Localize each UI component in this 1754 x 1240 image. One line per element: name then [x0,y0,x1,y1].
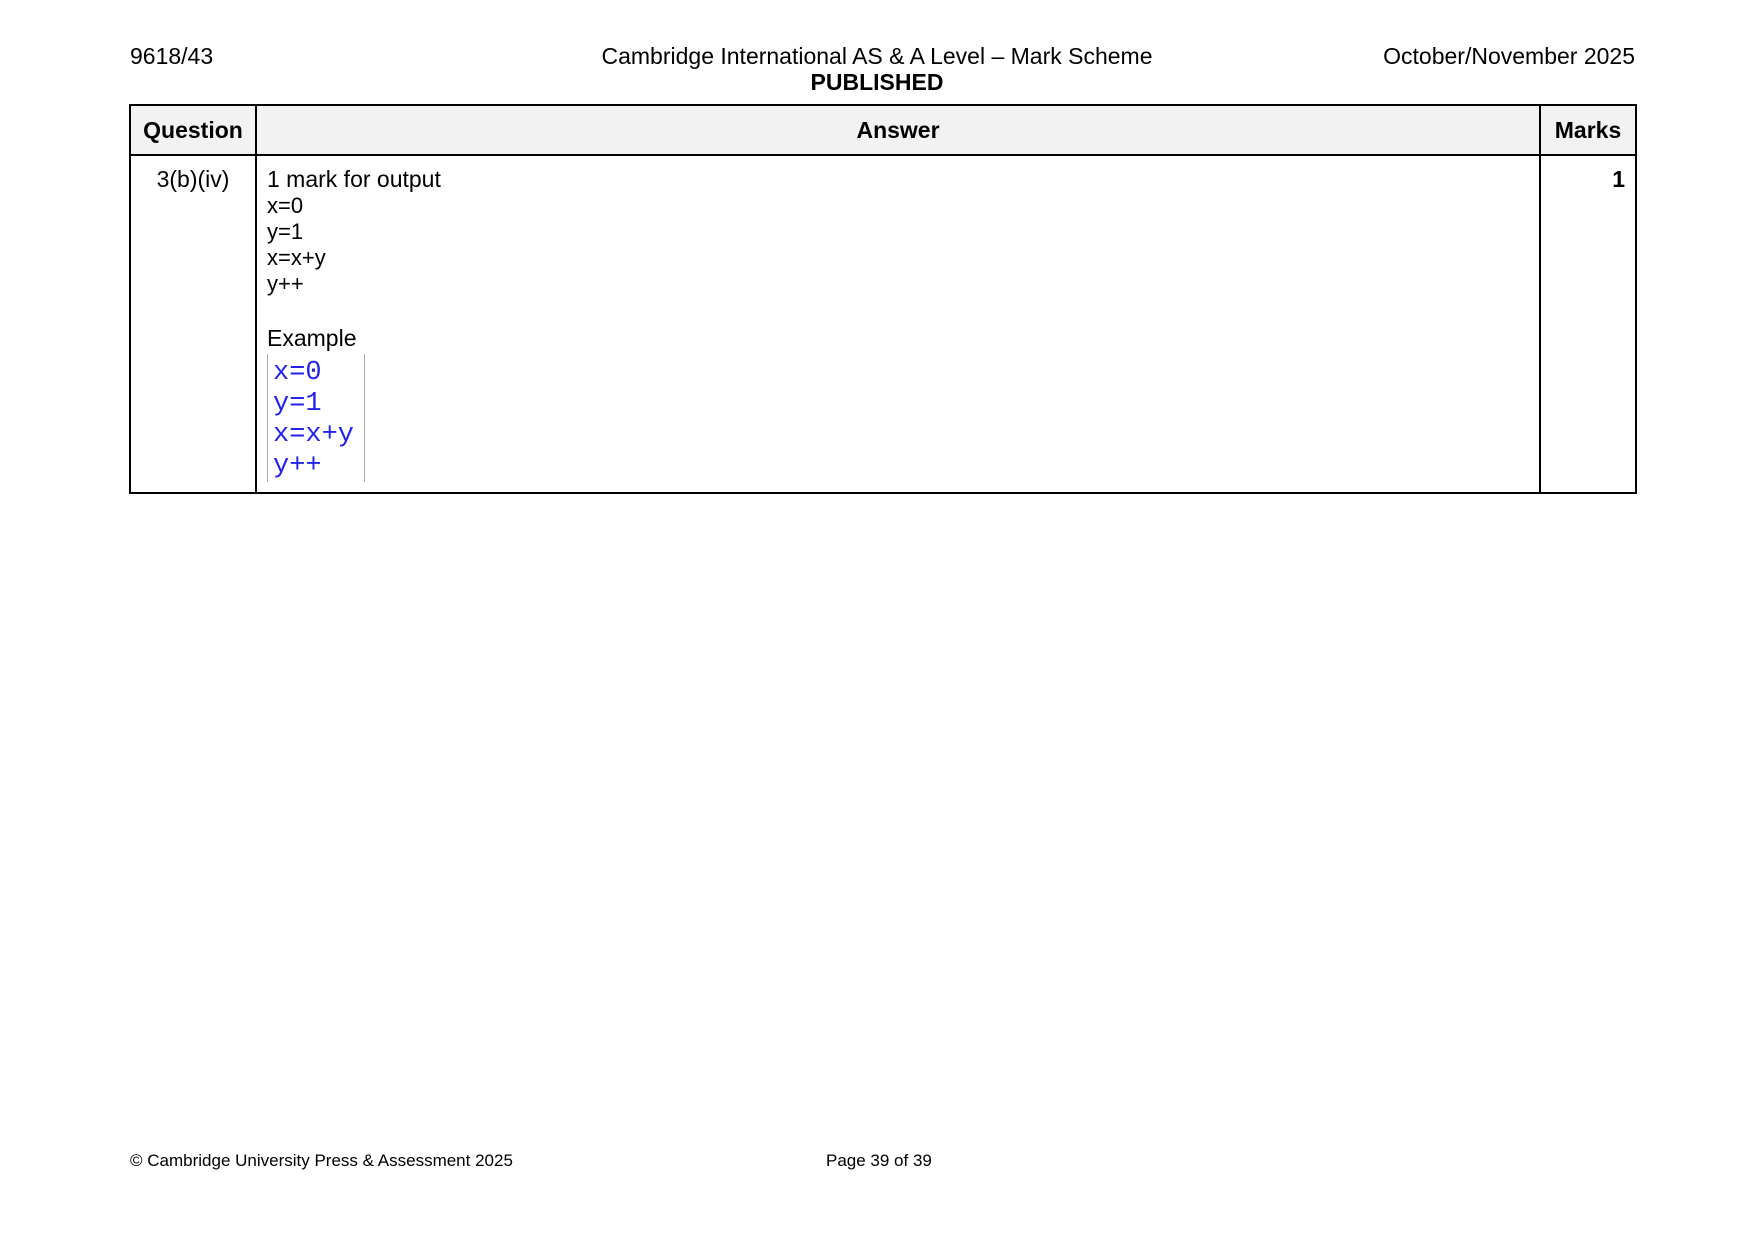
question-column-header: Question [130,105,256,155]
answer-line: y=1 [267,219,304,244]
paper-code: 9618/43 [130,43,214,69]
answer-cell [256,155,1540,493]
copyright-notice: © Cambridge University Press & Assessment 2025 [130,1151,513,1170]
marks-column-header: Marks [1540,105,1636,155]
example-label: Example [267,325,357,351]
page-number: Page 39 of 39 [826,1151,932,1170]
output-line: x=x+y [273,420,355,450]
marks-value: 1 [1540,155,1636,493]
mark-scheme-table [129,104,1637,494]
document-title: Cambridge International AS & A Level – Mark Scheme [601,43,1153,69]
example-output-box [267,354,365,482]
spacer [267,297,1529,324]
table-row [130,155,1636,493]
exam-session: October/November 2025 [1383,43,1635,69]
answer-line: 1 mark for output [267,166,441,192]
answer-line: x=x+y [267,245,326,270]
output-line: y=1 [273,389,322,419]
answer-line: x=0 [267,193,304,218]
answer-column-header: Answer [256,105,1540,155]
table-header-row [130,105,1636,155]
output-line: y++ [273,451,322,481]
output-line: x=0 [273,358,322,388]
answer-line: y++ [267,271,304,296]
question-number: 3(b)(iv) [130,155,256,493]
status-label: PUBLISHED [810,69,944,95]
